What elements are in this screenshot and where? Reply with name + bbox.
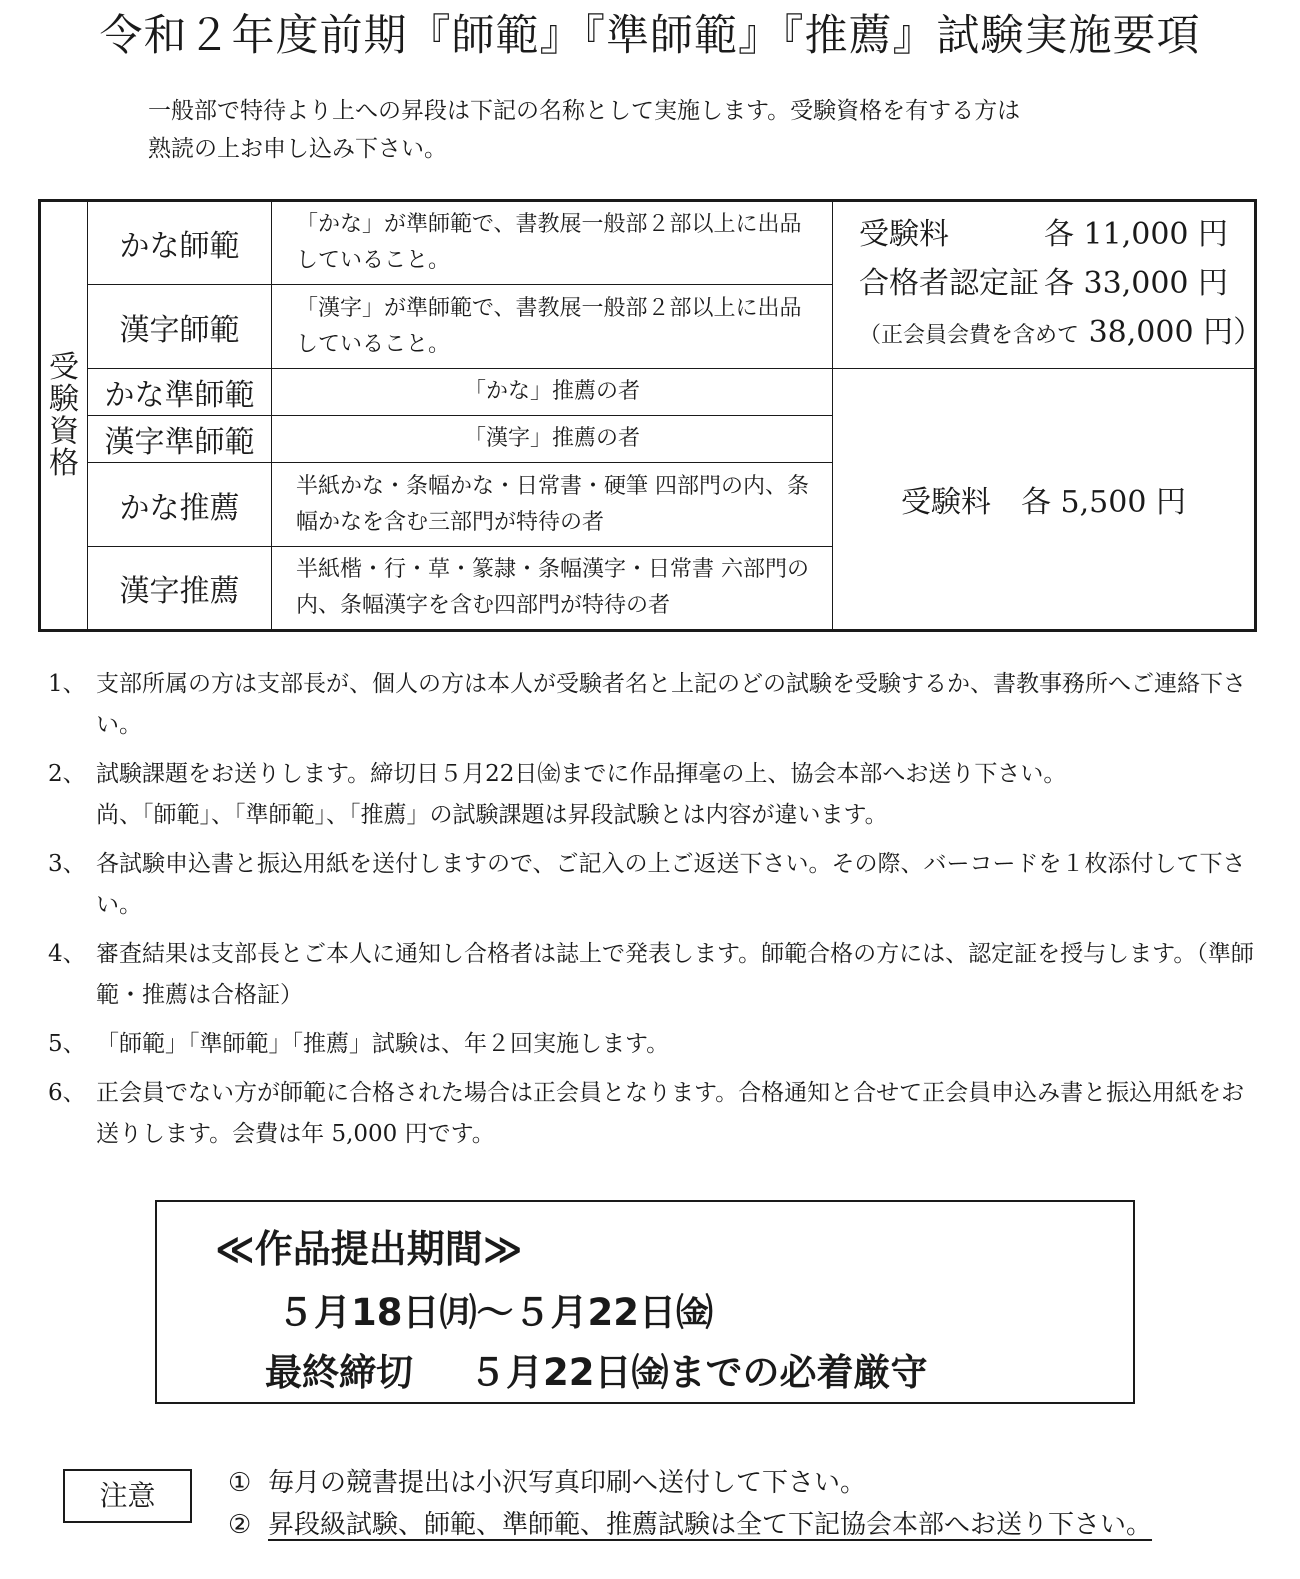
note-number: 3、	[48, 851, 86, 877]
cert-fee-value: 各 33,000 円	[1044, 266, 1229, 301]
note-number: 5、	[48, 1031, 86, 1057]
table-row	[40, 369, 1256, 416]
description-cell: 「漢字」推薦の者	[272, 416, 833, 463]
note-text: 正会員でない方が師範に合格された場合は正会員となります。合格通知と合せて正会員申込み書と振込用紙をお送りします。会費は年 5,000 円です。	[96, 1080, 1245, 1147]
list-item	[48, 844, 1263, 926]
page-title: 令和２年度前期『師範』『準師範』『推薦』試験実施要項	[99, 11, 1201, 61]
intro-text	[148, 92, 1020, 168]
period-range: ５月18日㈪〜５月22日㈮	[277, 1291, 713, 1334]
category-cell: 漢字準師範	[88, 416, 272, 463]
table-row	[40, 201, 1256, 285]
note-text: 「師範」「準師範」「推薦」試験は、年２回実施します。	[96, 1031, 670, 1057]
side-label: 受験資格	[40, 201, 88, 631]
exam-fee-label: 受験料	[859, 217, 949, 252]
category-cell: 漢字師範	[88, 285, 272, 369]
deadline-line	[265, 1342, 928, 1396]
submission-period-box	[155, 1200, 1135, 1404]
cert-fee-label: 合格者認定証	[859, 266, 1039, 301]
list-item	[48, 1024, 1263, 1065]
list-item	[48, 754, 1263, 836]
shihan-fee-cell	[833, 201, 1264, 369]
intro-line: 一般部で特待より上への昇段は下記の名称として実施します。受験資格を有する方は	[148, 98, 1021, 124]
member-fee-value: 38,000 円）	[1088, 315, 1264, 350]
exam-fee-value: 各 5,500 円	[1021, 485, 1186, 520]
list-item	[48, 1073, 1263, 1155]
caution-text: 昇段級試験、師範、準師範、推薦試験は全て下記協会本部へお送り下さい。	[268, 1510, 1153, 1540]
note-text: 審査結果は支部長とご本人に通知し合格者は誌上で発表します。師範合格の方には、認定証を授与します。（準師範・推薦は合格証）	[96, 941, 1254, 1008]
category-cell: かな準師範	[88, 369, 272, 416]
period-heading: ≪作品提出期間≫	[215, 1227, 523, 1271]
item-marker: ①	[228, 1468, 252, 1498]
caution-label: 注意	[63, 1469, 192, 1523]
notes-list	[48, 664, 1263, 1163]
exam-fee-label: 受験料	[901, 485, 992, 520]
note-number: 2、	[48, 761, 86, 787]
list-item	[48, 664, 1263, 746]
note-text: 試験課題をお送りします。締切日５月22日㈮までに作品揮毫の上、協会本部へお送り下さい。	[96, 761, 1067, 787]
caution-text: 毎月の競書提出は小沢写真印刷へ送付して下さい。	[268, 1468, 867, 1498]
description-cell: 「かな」が準師範で、書教展一般部２部以上に出品していること。	[272, 201, 833, 285]
caution-list	[228, 1462, 1152, 1546]
description-cell: 半紙かな・条幅かな・日常書・硬筆 四部門の内、条幅かなを含む三部門が特待の者	[272, 463, 833, 547]
description-cell: 「漢字」が準師範で、書教展一般部２部以上に出品していること。	[272, 285, 833, 369]
qualification-table	[38, 199, 1264, 632]
description-cell: 「かな」推薦の者	[272, 369, 833, 416]
deadline-label: 最終締切	[265, 1351, 413, 1394]
category-cell: かな師範	[88, 201, 272, 285]
exam-fee-value: 各 11,000 円	[1044, 217, 1229, 252]
list-item	[228, 1504, 1152, 1546]
deadline-value: ５月22日㈮までの必着厳守	[469, 1351, 928, 1394]
list-item	[48, 934, 1263, 1016]
description-cell: 半紙楷・行・草・篆隷・条幅漢字・日常書 六部門の内、条幅漢字を含む四部門が特待の者	[272, 547, 833, 631]
note-number: 6、	[48, 1080, 86, 1106]
category-cell: かな推薦	[88, 463, 272, 547]
note-text: 支部所属の方は支部長が、個人の方は本人が受験者名と上記のどの試験を受験するか、書教事務所へご連絡下さい。	[96, 671, 1246, 738]
other-fee-cell	[833, 369, 1256, 631]
intro-line: 熟読の上お申し込み下さい。	[148, 136, 447, 162]
category-cell: 漢字推薦	[88, 547, 272, 631]
note-text: 各試験申込書と振込用紙を送付しますので、ご記入の上ご返送下さい。その際、バーコードを１枚添付して下さい。	[96, 851, 1246, 918]
note-text-continued: 尚、「師範」、「準師範」、「推薦」の試験課題は昇段試験とは内容が違います。	[96, 802, 888, 828]
list-item	[228, 1462, 1152, 1504]
note-number: 4、	[48, 941, 86, 967]
note-number: 1、	[48, 671, 86, 697]
item-marker: ②	[228, 1510, 252, 1540]
member-note: （正会員会費を含めて	[859, 323, 1080, 348]
